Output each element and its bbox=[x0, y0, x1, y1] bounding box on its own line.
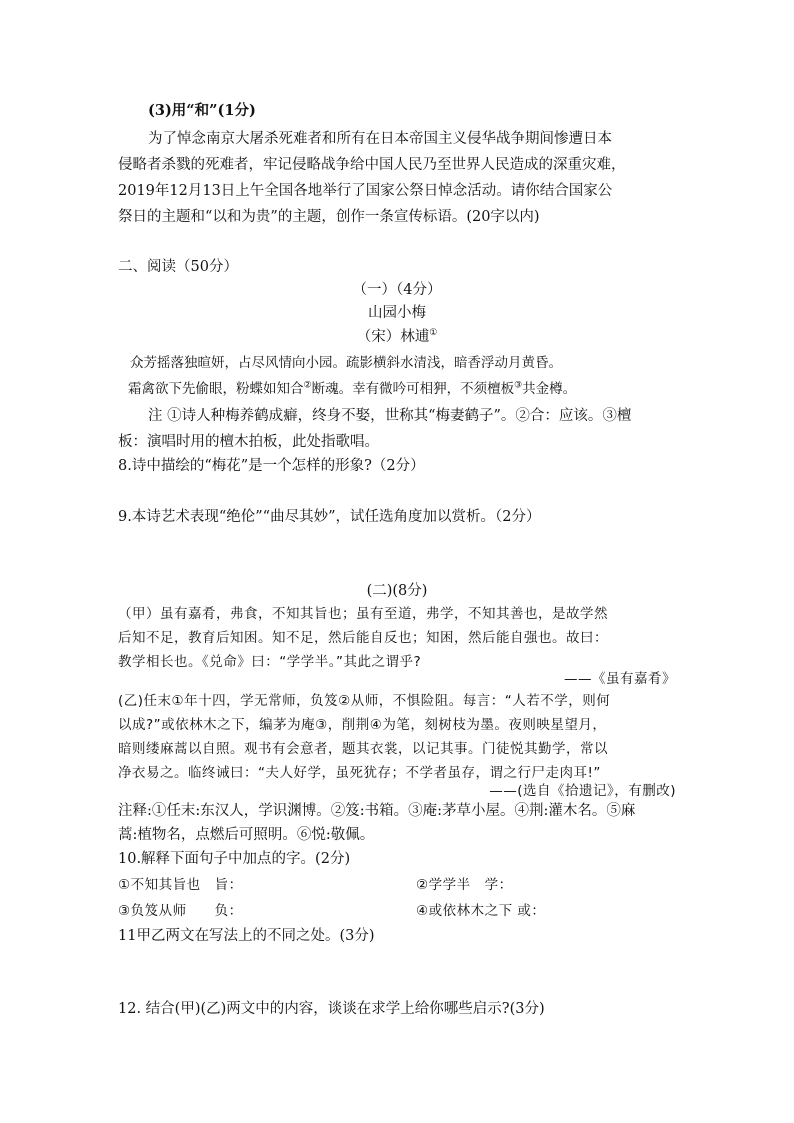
yi-line-4: 净衣易之。临终诫曰：“夫人好学，虽死犹存；不学者虽存，谓之行尸走肉耳!” bbox=[118, 765, 601, 781]
yi-source: ——(选自《拾遗记》，有删改) bbox=[489, 783, 676, 799]
q3-para-line-4: 祭日的主题和“以和为贵”的主题，创作一条宣传标语。(20字以内) bbox=[118, 209, 540, 225]
yi-notes-line-1: 注释:①任末:东汉人，学识渊博。②笈:书箱。③庵:茅草小屋。④荆:灌木名。⑤麻 bbox=[118, 803, 636, 819]
q3-para-line-3: 2019年12月13日上午全国各地举行了国家公祭日悼念活动。请你结合国家公 bbox=[118, 183, 613, 199]
q3-para-line-2: 侵略者杀戮的死难者，牢记侵略战争给中国人民乃至世界人民造成的深重灾难， bbox=[118, 157, 626, 173]
part2-label: (二)(8分) bbox=[366, 583, 428, 599]
q3-heading: (3)用“和”(1分) bbox=[148, 102, 256, 119]
q10-item-2: ②学学半 学： bbox=[416, 877, 513, 893]
poem-line-2-part-a: 霜禽欲下先偷眼，粉蝶如知合 bbox=[128, 381, 304, 397]
poem-line-2-part-c: 共金樽。 bbox=[522, 381, 577, 397]
jia-source: ——《虽有嘉肴》 bbox=[564, 671, 676, 687]
question-9: 9.本诗艺术表现“绝伦”“曲尽其妙”，试任选角度加以赏析。（2分） bbox=[118, 509, 541, 525]
question-11: 11甲乙两文在写法上的不同之处。(3分) bbox=[118, 928, 375, 944]
poem-line-2 bbox=[128, 378, 576, 400]
jia-line-1: （甲）虽有嘉肴，弗食，不知其旨也；虽有至道，弗学，不知其善也，是故学然 bbox=[118, 606, 608, 622]
jia-line-2: 后知不足，教育后知困。知不足，然后能自反也；知困，然后能自强也。故曰： bbox=[118, 630, 608, 646]
question-12: 12. 结合(甲)(乙)两文中的内容，谈谈在求学上给你哪些启示?(3分) bbox=[118, 1001, 545, 1017]
footnote-mark-2: ② bbox=[303, 380, 312, 391]
section-title: 二、阅读（50分） bbox=[118, 259, 238, 275]
yi-notes-line-2: 蒿:植物名，点燃后可照明。⑥悦:敬佩。 bbox=[118, 827, 375, 843]
poem-line-2-part-b: 断魂。幸有微吟可相狎，不须檀板 bbox=[311, 381, 515, 397]
question-8: 8.诗中描绘的“梅花”是一个怎样的形象?（2分） bbox=[118, 458, 425, 474]
author-footnote-mark: ① bbox=[429, 328, 438, 339]
q10-item-4: ④或依林木之下 或： bbox=[416, 903, 546, 919]
poem-line-1: 众芳摇落独暄妍，占尽风情向小园。疏影横斜水清浅，暗香浮动月黄昏。 bbox=[130, 355, 562, 371]
poem-note-line-1: 注 ①诗人种梅养鹤成癖，终身不娶，世称其“梅妻鹤子”。②合：应该。③檀 bbox=[148, 408, 632, 424]
yi-line-3: 暗则缕麻蒿以自照。观书有会意者，题其衣裳，以记其事。门徒悦其勤学，常以 bbox=[118, 741, 608, 757]
yi-line-1: (乙)任末①年十四，学无常师，负笈②从师，不惧险阻。每言：“人若不学，则何 bbox=[118, 693, 611, 709]
poem-note-line-2: 板：演唱时用的檀木拍板，此处指歌唱。 bbox=[118, 434, 379, 450]
footnote-mark-3: ③ bbox=[514, 380, 523, 391]
part1-label: （一）（4分） bbox=[352, 282, 442, 298]
q10-item-3: ③负笈从师 负： bbox=[118, 903, 243, 919]
question-10: 10.解释下面句子中加点的字。(2分) bbox=[118, 851, 351, 867]
q10-item-1: ①不知其旨也 旨： bbox=[118, 877, 243, 893]
poem-author-text: （宋）林逋 bbox=[356, 329, 430, 345]
jia-line-3: 教学相长也。《兑命》曰：“学学半。”其此之谓乎? bbox=[118, 654, 422, 670]
poem-author bbox=[0, 326, 794, 348]
yi-line-2: 以成?”或依林木之下，编茅为庵③，削荆④为笔，刻树枝为墨。夜则映星望月， bbox=[118, 717, 607, 733]
poem-title: 山园小梅 bbox=[368, 305, 426, 321]
q3-para-line-1: 为了悼念南京大屠杀死难者和所有在日本帝国主义侵华战争期间惨遭日本 bbox=[148, 131, 612, 147]
